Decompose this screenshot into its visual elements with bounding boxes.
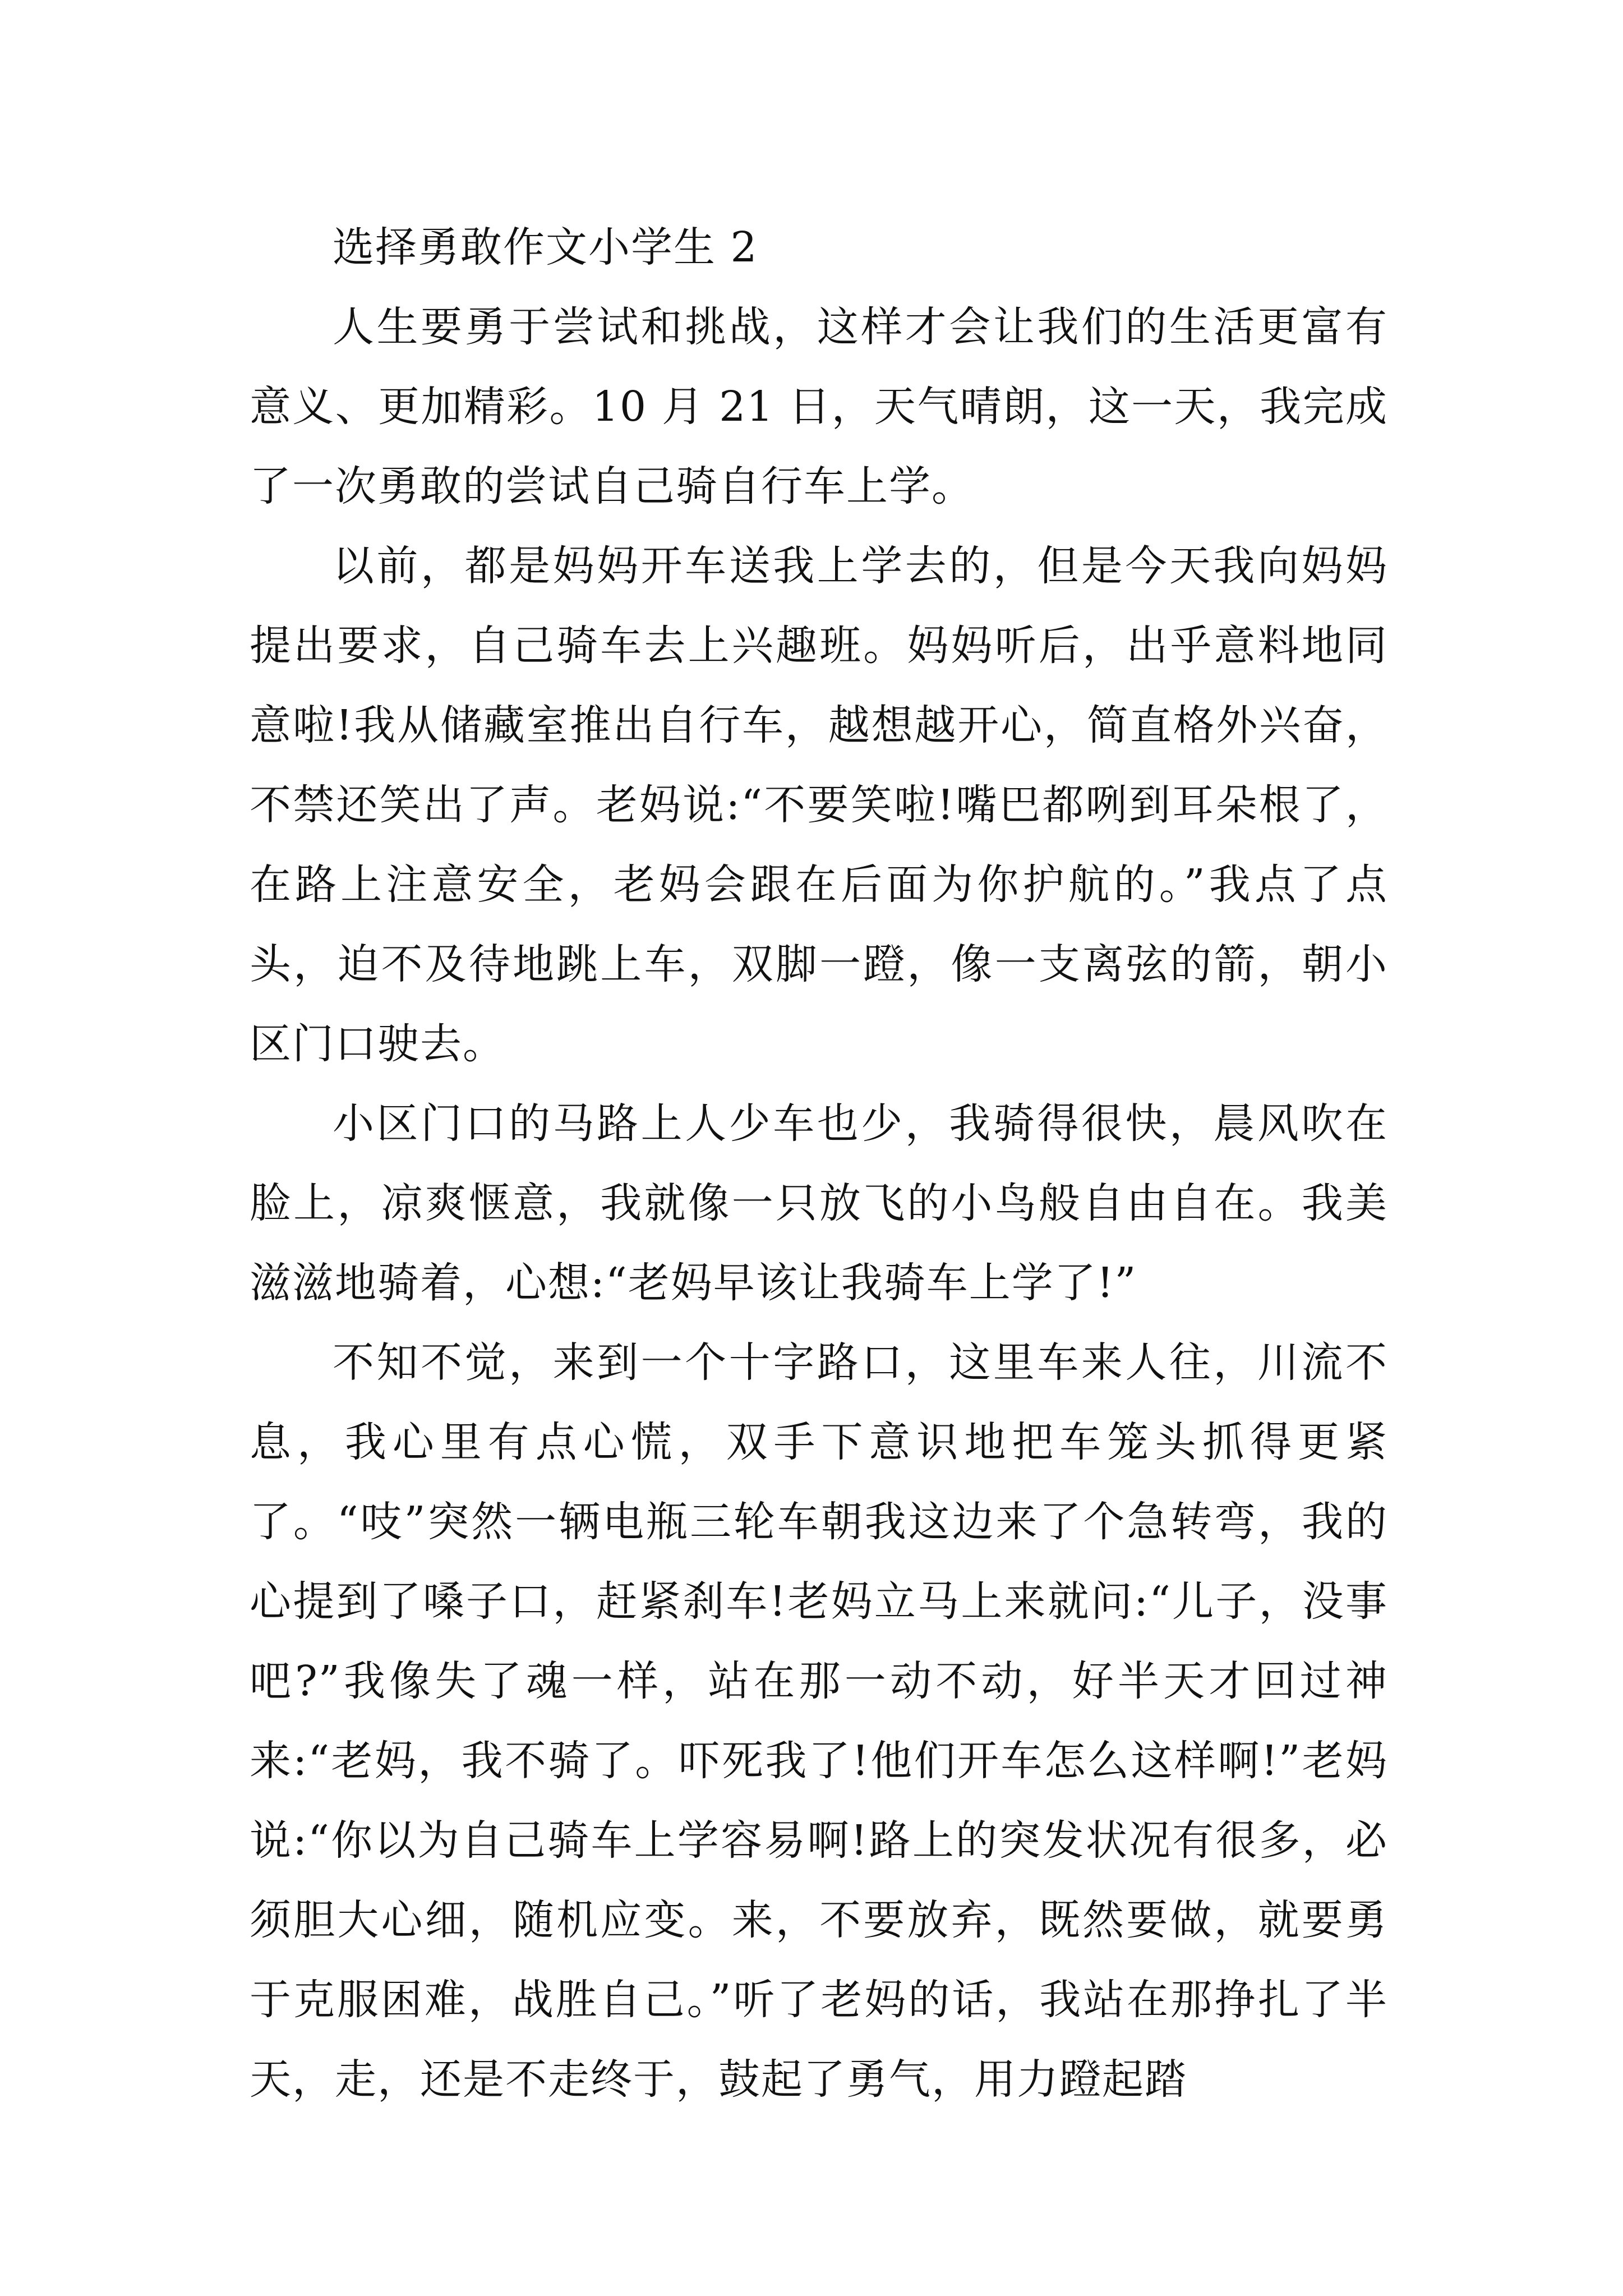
- paragraph-1: 人生要勇于尝试和挑战，这样才会让我们的生活更富有意义、更加精彩。10 月 21 日，天气晴朗，这一天，我完成了一次勇敢的尝试自己骑自行车上学。: [250, 303, 1388, 510]
- document-title: 选择勇敢作文小学生 2: [333, 223, 758, 272]
- document-body: [250, 208, 1388, 2119]
- paragraph-4: 不知不觉，来到一个十字路口，这里车来人往，川流不息，我心里有点心慌，双手下意识地把车笼头抓得更紧了。“吱”突然一辆电瓶三轮车朝我这边来了个急转弯，我的心提到了嗓子口，赶紧刹车!老妈立马上来就问:“儿子，没事吧?”我像失了魂一样，站在那一动不动，好半天才回过神来:“老妈，我不骑了。吓死我了!他们开车怎么这样啊!”老妈说:“你以为自己骑车上学容易啊!路上的突发状况有很多，必须胆大心细，随机应变。来，不要放弃，既然要做，就要勇于克服困难，战胜自己。”听了老妈的话，我站在那挣扎了半天，走，还是不走终于，鼓起了勇气，用力蹬起踏: [250, 1338, 1388, 2104]
- paragraph-3: 小区门口的马路上人少车也少，我骑得很快，晨风吹在脸上，凉爽惬意，我就像一只放飞的小鸟般自由自在。我美滋滋地骑着，心想:“老妈早该让我骑车上学了!”: [250, 1099, 1388, 1307]
- paragraph-2: 以前，都是妈妈开车送我上学去的，但是今天我向妈妈提出要求，自己骑车去上兴趣班。妈妈听后，出乎意料地同意啦!我从储藏室推出自行车，越想越开心，简直格外兴奋，不禁还笑出了声。老妈说:“不要笑啦!嘴巴都咧到耳朵根了，在路上注意安全，老妈会跟在后面为你护航的。”我点了点头，迫不及待地跳上车，双脚一蹬，像一支离弦的箭，朝小区门口驶去。: [250, 542, 1388, 1068]
